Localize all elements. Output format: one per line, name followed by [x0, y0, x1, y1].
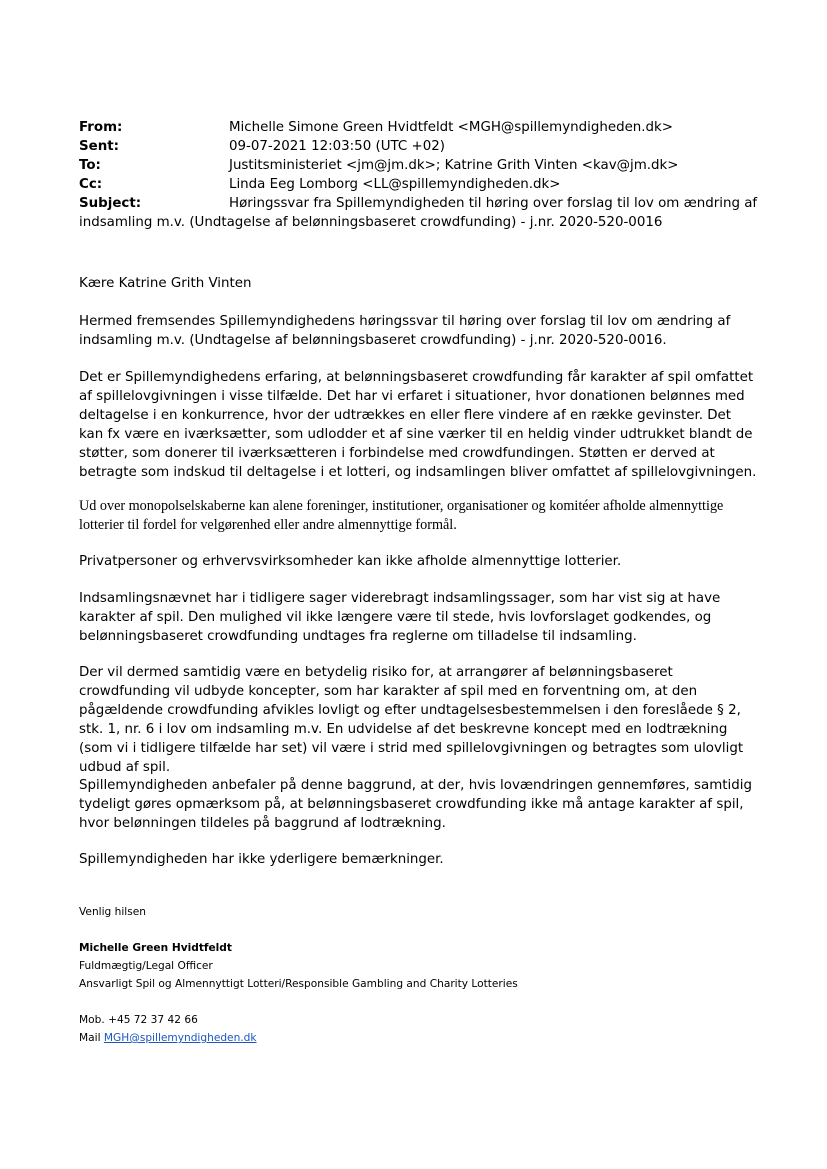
- cc-value: Linda Eeg Lomborg <LL@spillemyndigheden.dk>: [229, 177, 561, 192]
- email-header: [79, 118, 759, 232]
- signature-name: Michelle Green Hvidtfeldt: [79, 942, 232, 954]
- to-value: Justitsministeriet <jm@jm.dk>; Katrine Grith Vinten <kav@jm.dk>: [229, 158, 679, 173]
- from-value: Michelle Simone Green Hvidtfeldt <MGH@spillemyndigheden.dk>: [229, 120, 674, 135]
- mail-link[interactable]: MGH@spillemyndigheden.dk: [103, 1032, 257, 1044]
- paragraph-1: Hermed fremsendes Spillemyndighedens høringssvar til høring over forslag til lov om ændring af indsamling m.v. (Undtagelse af belønningsbaseret crowdfunding) - j.nr. 2020-520-0016.: [79, 314, 731, 348]
- paragraph-4: Privatpersoner og erhvervsvirksomheder kan ikke afholde almennyttige lotterier.: [79, 554, 622, 569]
- sent-value: 09-07-2021 12:03:50 (UTC +02): [229, 139, 445, 154]
- greeting: Kære Katrine Grith Vinten: [79, 276, 252, 291]
- cc-row: [79, 175, 759, 194]
- subject-row: [79, 194, 759, 232]
- sent-label: Sent:: [79, 139, 120, 154]
- signature-mobile: Mob. +45 72 37 42 66: [79, 1014, 198, 1026]
- from-label: From:: [79, 120, 123, 135]
- cc-label: Cc:: [79, 177, 103, 192]
- paragraph-3: Ud over monopolselskaberne kan alene foreninger, institutioner, organisationer og komitéer afholde almennyttige lotterier til fordel for velgørenhed eller andre almennyttige formål.: [79, 498, 724, 533]
- subject-value: Høringssvar fra Spillemyndigheden til høring over forslag til lov om ændring af indsamling m.v. (Undtagelse af belønningsbaseret crowdfunding) - j.nr. 2020-520-0016: [79, 196, 758, 230]
- mail-label: Mail: [79, 1032, 101, 1044]
- paragraph-2: Det er Spillemyndighedens erfaring, at belønningsbaseret crowdfunding får karakter af spil omfattet af spillelovgivningen i visse tilfælde. Det har vi erfaret i situationer, hvor donationen belønnes med deltagelse i en konkurrence, hvor der udtrækkes en eller flere vindere af en række gevinster. Det kan fx være en iværksætter, som udlodder et af sine værker til en heldig vinder udtrukket blandt de støtter, som donerer til iværksætteren i forbindelse med crowdfundingen. Støtten er derved at betragte som indskud til deltagelse i et lotteri, og indsamlingen bliver omfattet af spillelovgivningen.: [79, 370, 757, 480]
- subject-label: Subject:: [79, 196, 142, 211]
- signature-block: [79, 903, 759, 1047]
- signature-title: Fuldmægtig/Legal Officer: [79, 960, 213, 972]
- to-row: [79, 156, 759, 175]
- signature-mail-line: [79, 1029, 759, 1047]
- paragraph-6: Der vil dermed samtidig være en betydelig risiko for, at arrangører af belønningsbaseret crowdfunding vil udbyde koncepter, som har karakter af spil med en forventning om, at den pågældende crowdfunding afvikles lovligt og efter undtagelsesbestemmelsen i den foreslåede § 2, stk. 1, nr. 6 i lov om indsamling m.v. En udvidelse af det beskrevne koncept med en lodtrækning (som vi i tidligere tilfælde har set) vil være i strid med spillelovgivningen og betragtes som ulovligt udbud af spil.: [79, 665, 744, 775]
- sent-row: [79, 137, 759, 156]
- paragraph-7: Spillemyndigheden anbefaler på denne baggrund, at der, hvis lovændringen gennemføres, samtidig tydeligt gøres opmærksom på, at belønningsbaseret crowdfunding ikke må antage karakter af spil, hvor belønningen tildeles på baggrund af lodtrækning.: [79, 778, 752, 831]
- signature-department: Ansvarligt Spil og Almennyttigt Lotteri/Responsible Gambling and Charity Lotteries: [79, 978, 518, 990]
- from-row: [79, 118, 759, 137]
- paragraph-8: Spillemyndigheden har ikke yderligere bemærkninger.: [79, 852, 444, 867]
- paragraph-5: Indsamlingsnævnet har i tidligere sager viderebragt indsamlingssager, som har vist sig at have karakter af spil. Den mulighed vil ikke længere være til stede, hvis lovforslaget godkendes, og belønningsbaseret crowdfunding undtages fra reglerne om tilladelse til indsamling.: [79, 591, 721, 644]
- closing: Venlig hilsen: [79, 906, 146, 918]
- to-label: To:: [79, 158, 101, 173]
